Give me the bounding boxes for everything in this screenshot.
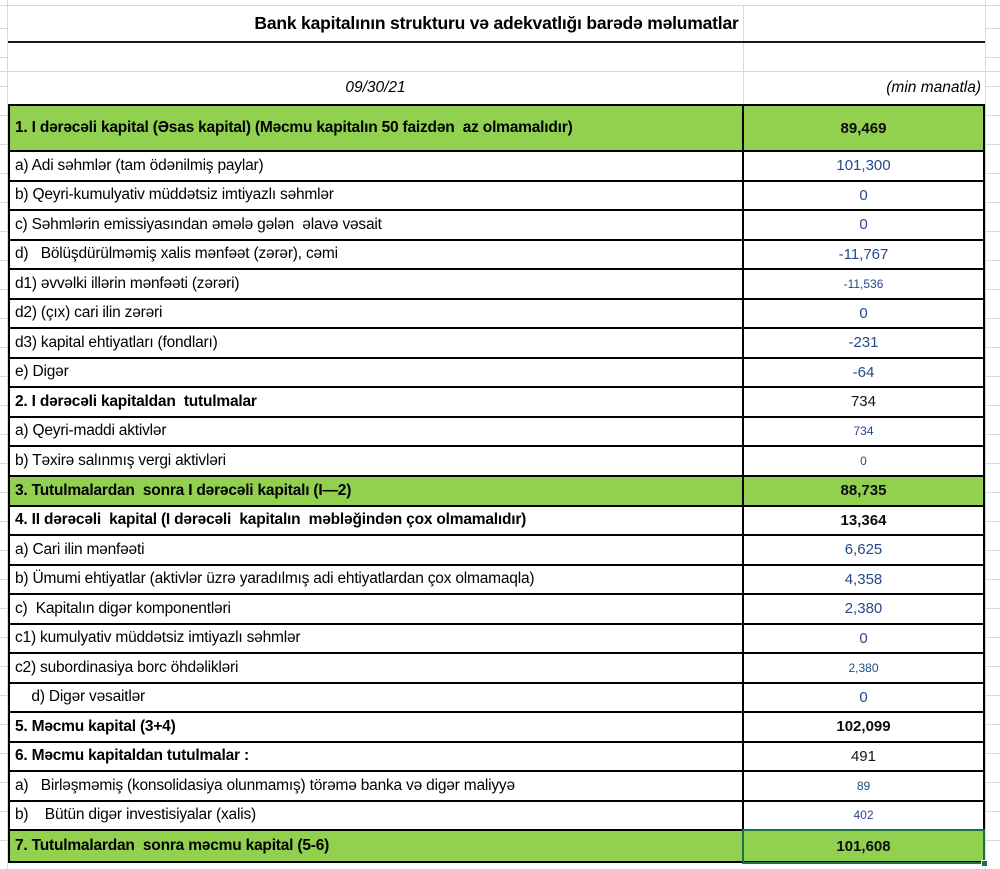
table-row [10,447,983,477]
row-label-cell[interactable]: a) Cari ilin mənfəəti [15,540,145,558]
row-value-cell[interactable]: 89,469 [742,106,983,150]
report-date-cell[interactable] [8,72,743,104]
table-row [10,329,983,359]
sheet-title-cell[interactable] [8,6,985,43]
row-label-cell[interactable]: 3. Tutulmalardan sonra I dərəcəli kapitalı (I—2) [15,481,352,499]
table-row [10,211,983,241]
table-row [10,152,983,182]
row-value-cell[interactable]: 2,380 [742,595,983,623]
left-gridline-margin [0,0,8,869]
table-row [10,831,983,863]
row-value-cell[interactable]: 402 [742,802,983,830]
row-label-cell[interactable]: d1) əvvəlki illərin mənfəəti (zərəri) [15,274,240,292]
row-value-cell[interactable]: 0 [742,211,983,239]
row-label-cell[interactable]: c1) kumulyativ müddətsiz imtiyazlı səhmlər [15,629,301,647]
row-label-cell[interactable]: b) Ümumi ehtiyatlar (aktivlər üzrə yaradılmış adi ehtiyatlardan çox olmamaqla) [15,570,535,588]
report-date: 09/30/21 [345,79,406,96]
row-label-cell[interactable]: a) Qeyri-maddi aktivlər [15,422,167,440]
table-row [10,536,983,566]
row-value-cell[interactable]: 89 [742,772,983,800]
row-value-cell[interactable]: 6,625 [742,536,983,564]
row-value-cell[interactable]: 0 [742,182,983,210]
row-value-cell[interactable]: -231 [742,329,983,357]
row-value-cell[interactable]: -11,767 [742,241,983,269]
row-label-cell[interactable]: e) Digər [15,363,69,381]
table-row [10,418,983,448]
capital-table [8,104,985,863]
row-label-cell[interactable]: b) Bütün digər investisiyalar (xalis) [15,806,256,824]
table-row [10,507,983,537]
row-label-cell[interactable]: 4. II dərəcəli kapital (I dərəcəli kapitalın məbləğindən çox olmamalıdır) [15,511,527,529]
row-value-cell[interactable]: -64 [742,359,983,387]
table-row [10,241,983,271]
table-row [10,772,983,802]
table-header-row [8,72,985,104]
row-value-cell[interactable]: -11,536 [742,270,983,298]
row-value-cell[interactable]: 734 [742,388,983,416]
selection-outline [742,829,985,864]
row-label-cell[interactable]: c) Kapitalın digər komponentləri [15,599,231,617]
table-row [10,477,983,507]
selected-cell[interactable]: 101,608 [742,831,983,861]
row-label-cell[interactable]: 5. Məcmu kapital (3+4) [15,717,176,735]
row-label-cell[interactable]: d) Bölüşdürülməmiş xalis mənfəət (zərər), cəmi [15,245,338,263]
row-value-cell[interactable]: 88,735 [742,477,983,505]
table-row [10,743,983,773]
table-row [10,566,983,596]
fill-handle[interactable] [981,860,988,867]
sheet-title: Bank kapitalının strukturu və adekvatlığı barədə məlumatlar [254,13,739,33]
row-label-cell[interactable]: 2. I dərəcəli kapitaldan tutulmalar [15,392,257,410]
table-row [10,802,983,832]
row-label-cell[interactable]: b) Qeyri-kumulyativ müddətsiz imtiyazlı səhmlər [15,186,334,204]
row-value-cell[interactable]: 734 [742,418,983,446]
row-value-cell[interactable]: 13,364 [742,507,983,535]
table-row [10,713,983,743]
row-value-cell[interactable]: 102,099 [742,713,983,741]
table-row [10,106,983,152]
row-label-cell[interactable]: b) Təxirə salınmış vergi aktivləri [15,451,226,469]
table-row [10,359,983,389]
unit-note-cell[interactable] [743,72,985,104]
table-row [10,388,983,418]
table-row [10,182,983,212]
table-row [10,595,983,625]
row-value-cell[interactable]: 491 [742,743,983,771]
table-row [10,625,983,655]
row-value-cell[interactable]: 0 [742,300,983,328]
row-label-cell[interactable]: d2) (çıx) cari ilin zərəri [15,304,163,322]
table-row [10,300,983,330]
table-row [10,684,983,714]
unit-note: (min manatla) [886,79,981,96]
row-label-cell[interactable]: a) Birləşməmiş (konsolidasiya olunmamış) törəmə banka və digər maliyyə [15,776,515,794]
row-value-cell[interactable]: 2,380 [742,654,983,682]
right-gridline-margin [985,0,1000,869]
row-label-cell[interactable]: a) Adi səhmlər (tam ödənilmiş paylar) [15,156,264,174]
row-label-cell[interactable]: c2) subordinasiya borc öhdəlikləri [15,658,239,676]
row-value-cell[interactable]: 0 [742,684,983,712]
row-label-cell[interactable]: d) Digər vəsaitlər [15,688,145,706]
row-value-cell[interactable]: 0 [742,447,983,475]
row-label-cell[interactable]: 7. Tutulmalardan sonra məcmu kapital (5-6) [15,837,330,854]
row-value-cell[interactable]: 4,358 [742,566,983,594]
row-label-cell[interactable]: 6. Məcmu kapitaldan tutulmalar : [15,747,249,765]
row-value-cell[interactable]: 101,300 [742,152,983,180]
row-label-cell[interactable]: d3) kapital ehtiyatları (fondları) [15,333,218,351]
row-value-cell[interactable]: 0 [742,625,983,653]
row-label-cell[interactable]: c) Səhmlərin emissiyasından əmələ gələn əlavə vəsait [15,215,382,233]
row-label-cell[interactable]: 1. I dərəcəli kapital (Əsas kapital) (Məcmu kapitalın 50 faizdən az olmamalıdır) [15,119,573,136]
table-row [10,270,983,300]
table-row [10,654,983,684]
